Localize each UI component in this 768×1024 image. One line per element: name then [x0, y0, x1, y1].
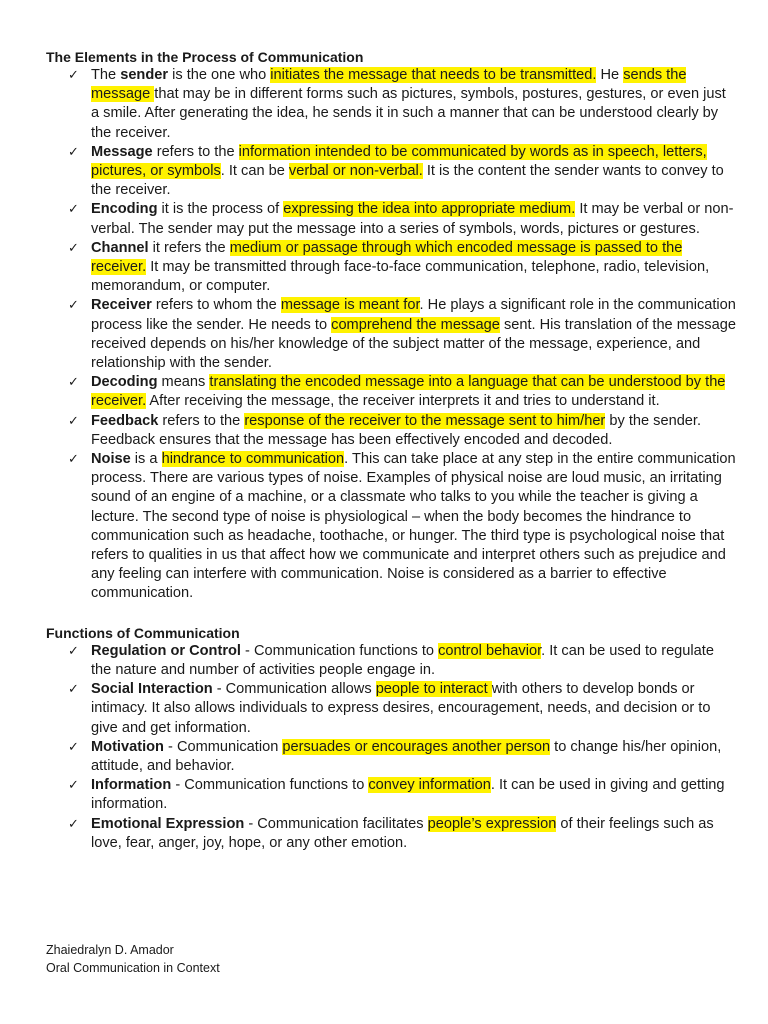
highlighted-text: verbal or non-verbal. [288, 163, 423, 180]
check-icon: ✓ [68, 778, 79, 794]
body-text: it is the process of [157, 201, 284, 218]
body-text: of their feelings such as love, fear, anger, joy, hope, or any other emotion. [91, 815, 714, 851]
document-body [46, 48, 736, 853]
body-text: It is the content the sender wants to convey to the receiver. [91, 163, 724, 199]
list-item-encoding [46, 200, 736, 238]
list-item-sender [46, 66, 736, 143]
highlighted-text: initiates the message that needs to be transmitted. [270, 67, 597, 83]
highlighted-text: people’s expression [427, 815, 557, 832]
highlighted-text: expressing the idea into appropriate medium. [283, 201, 576, 218]
list-item-motivation [46, 738, 736, 776]
body-text: - Communication allows [212, 681, 376, 698]
highlighted-text: persuades or encourages another person [282, 738, 551, 755]
list-item-receiver [46, 296, 736, 373]
term-label: sender [120, 67, 169, 83]
footer-author: Zhaiedralyn D. Amador [46, 943, 174, 957]
term-label: Encoding [91, 201, 158, 218]
list-item-decoding [46, 373, 736, 411]
check-icon: ✓ [68, 643, 79, 659]
footer-course: Oral Communication in Context [46, 961, 220, 975]
body-text: - Communication functions to [171, 777, 369, 794]
section-elements [46, 48, 736, 604]
body-text: It may be verbal or non-verbal. The sender may put the message into a series of symbols, words, pictures or gestures. [91, 201, 734, 237]
body-text: - Communication [163, 738, 283, 755]
body-text: to change his/her opinion, attitude, and behavior. [91, 738, 722, 774]
term-label: Channel [91, 239, 149, 256]
check-icon: ✓ [68, 240, 79, 256]
footer [46, 941, 220, 977]
body-text: with others to develop bonds or intimacy. It also allows individuals to express desires, encouragement, needs, and decision or to give and get information. [91, 681, 711, 736]
body-text: The [91, 67, 121, 83]
body-text: it refers the [148, 239, 230, 256]
term-label: Motivation [91, 738, 164, 755]
highlighted-text: convey information [368, 777, 491, 794]
check-icon: ✓ [68, 202, 79, 218]
body-text: After receiving the message, the receiver interprets it and tries to understand it. [146, 393, 660, 410]
section-heading: The Elements in the Process of Communication [46, 49, 364, 65]
check-icon: ✓ [68, 298, 79, 314]
term-label: Message [91, 143, 153, 160]
check-icon: ✓ [68, 739, 79, 755]
term-label: Information [91, 777, 172, 794]
body-text: - Communication functions to [240, 642, 439, 659]
body-text: He [596, 67, 624, 83]
body-text: is the one who [168, 67, 271, 83]
highlighted-text: comprehend the message [331, 316, 500, 333]
body-text: It may be transmitted through face-to-face communication, telephone, radio, television, memorandum, or computer. [91, 259, 710, 295]
term-label: Emotional Expression [91, 815, 245, 832]
body-text: . It can be used in giving and getting information. [91, 777, 725, 813]
highlighted-text: message is meant for [280, 297, 420, 314]
highlighted-text: people to interact [375, 681, 492, 698]
body-text: is a [130, 451, 162, 468]
body-text: by the sender. Feedback ensures that the message has been effectively encoded and decoded. [91, 412, 702, 448]
list-item-social-interaction [46, 680, 736, 738]
body-text: . It can be [220, 163, 289, 180]
functions-list [46, 642, 736, 853]
highlighted-text: sends the message [91, 67, 687, 103]
highlighted-text: translating the encoded message into a language that can be understood by the receiver. [91, 374, 726, 410]
body-text: . It can be used to regulate the nature and number of activities people engage in. [91, 642, 714, 678]
term-label: Decoding [91, 374, 158, 391]
term-label: Receiver [91, 297, 152, 314]
check-icon: ✓ [68, 413, 79, 429]
highlighted-text: control behavior [438, 642, 542, 659]
check-icon: ✓ [68, 816, 79, 832]
list-item-channel [46, 239, 736, 297]
highlighted-text: medium or passage through which encoded message is passed to the receiver. [91, 239, 683, 276]
check-icon: ✓ [68, 68, 79, 83]
body-text: that may be in different forms such as pictures, symbols, postures, gestures, or even just a smile. After generating the idea, he sends it in such a manner that can be understood clearly by the receiver. [91, 86, 726, 141]
body-text: refers to the [158, 412, 245, 429]
list-item-message [46, 143, 736, 201]
list-item-feedback [46, 412, 736, 450]
section-functions [46, 624, 736, 853]
highlighted-text: response of the receiver to the message sent to him/her [244, 412, 606, 429]
highlighted-text: information intended to be communicated by words as in speech, letters, pictures, or symbols [91, 143, 707, 180]
body-text: . This can take place at any step in the entire communication process. There are various types of noise. Examples of physical noise are loud music, an irritating sound of an engine of a machine, or a classmate who talks to you while the teacher is giving a lecture. The second type of noise is physiological – when the body becomes the hindrance to communication such as headache, toothache, or hunger. The third type is psychological noise that refers to qualities in us that affect how we communicate and interpret others such as prejudice and any feeling can interfere with communication. Noise is considered as a barrier to effective communication. [91, 451, 736, 602]
body-text: sent. His translation of the message received depends on his/her knowledge of the subject matter of the message, experience, and relationship with the sender. [91, 316, 736, 372]
highlighted-text: hindrance to communication [161, 451, 345, 468]
term-label: Social Interaction [91, 681, 213, 698]
term-label: Feedback [91, 412, 159, 429]
term-label: Noise [91, 451, 131, 468]
body-text: means [157, 374, 210, 391]
section-heading: Functions of Communication [46, 624, 240, 641]
body-text: - Communication facilitates [244, 815, 428, 832]
check-icon: ✓ [68, 375, 79, 391]
check-icon: ✓ [68, 682, 79, 698]
list-item-noise [46, 450, 736, 604]
body-text: refers to whom the [151, 297, 281, 314]
elements-list [46, 66, 736, 604]
list-item-information [46, 776, 736, 814]
body-text: . He plays a significant role in the communication process like the sender. He needs to [91, 297, 736, 333]
check-icon: ✓ [68, 144, 79, 160]
term-label: Regulation or Control [91, 642, 241, 659]
body-text: refers to the [152, 143, 239, 160]
list-item-regulation [46, 642, 736, 680]
check-icon: ✓ [68, 452, 79, 468]
list-item-emotional-expression [46, 815, 736, 853]
